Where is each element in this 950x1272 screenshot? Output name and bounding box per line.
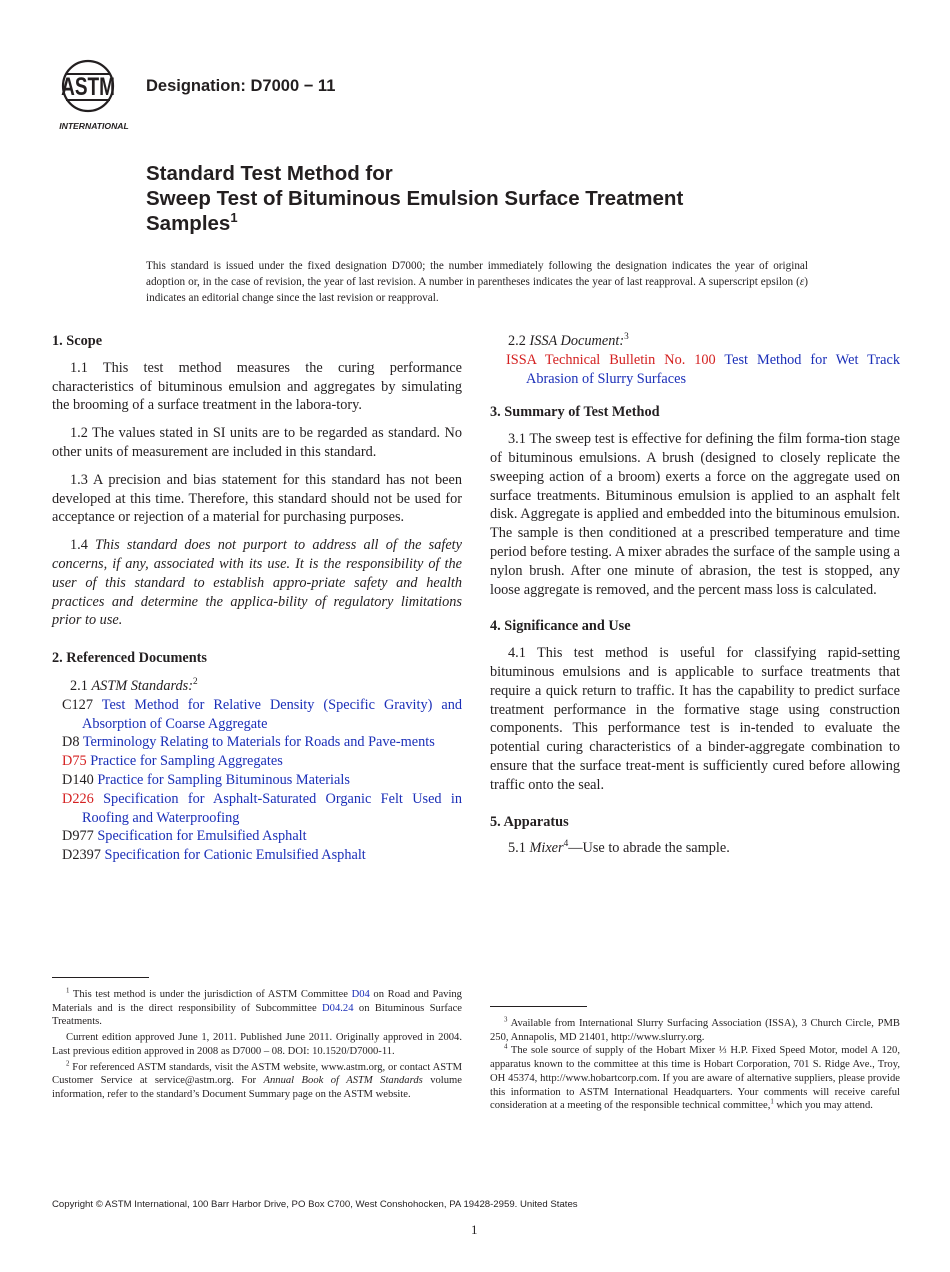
- logo-subtext: INTERNATIONAL: [59, 121, 129, 131]
- section-1-3: 1.3 A precision and bias statement for this standard has not been developed at this time. Therefore, this standard should not be used for acceptance or rejection of a material for purchasing purposes.: [52, 471, 462, 526]
- section-1-2: 1.2 The values stated in SI units are to be regarded as standard. No other units of measurement are included in this standard.: [52, 425, 462, 460]
- footnote-mark: 1: [66, 987, 70, 995]
- footnote-1-text-a: This test method is under the jurisdiction of ASTM Committee: [72, 989, 352, 1000]
- section-4-1: 4.1 This test method is useful for classifying rapid-setting bituminous emulsions and is applicable to surface treatments that require a quick return to traffic. It has the capability to predict surface treatment performance in the formative stage using construction components. This performance test is in-tended to evaluate the potential curing characteristics of a binder-aggregate combination to ensure that the surface treat-ment is sufficiently cured before allowing traffic onto the seal.: [490, 645, 900, 793]
- ref-code: D2397: [62, 847, 101, 864]
- reference-list: [62, 696, 462, 865]
- significance-heading: 4. Significance and Use: [490, 618, 631, 635]
- page-number: 1: [471, 1222, 478, 1237]
- reference-item: [62, 771, 462, 790]
- intro-statement: [146, 258, 808, 306]
- left-column: [52, 332, 462, 865]
- section-2-2-mark: 3: [624, 332, 629, 343]
- section-1-1: 1.1 This test method measures the curing performance characteristics of bituminous emulsion and aggregates by simulating the brooming of a surface treatment in the labora-tory.: [52, 359, 462, 414]
- footnote-4-mark: 1: [770, 1098, 774, 1106]
- reference-item: [62, 790, 462, 828]
- section-1-4: [52, 536, 462, 630]
- right-column: [490, 332, 900, 858]
- ref-code: D140: [62, 771, 94, 788]
- ref-link[interactable]: Practice for Sampling Bituminous Materials: [97, 771, 350, 788]
- astm-logo: [52, 56, 136, 134]
- apparatus-heading: 5. Apparatus: [490, 813, 569, 830]
- section-5-1-num: 5.1: [508, 840, 530, 857]
- ref-link[interactable]: Practice for Sampling Aggregates: [90, 753, 283, 770]
- ref-code: D977: [62, 828, 94, 845]
- issa-title-link[interactable]: Test Method for Wet Track Abrasion of Slurry Surfaces: [526, 351, 900, 387]
- title-line-3: [146, 211, 683, 236]
- reference-item: [62, 752, 462, 771]
- ref-code-link[interactable]: D226: [62, 790, 94, 807]
- ref-code: D8: [62, 734, 80, 751]
- section-5-1-mark: 4: [563, 839, 569, 850]
- title-line-1: Standard Test Method for: [146, 162, 393, 185]
- section-2-1-num: 2.1: [70, 677, 92, 694]
- reference-item: [62, 827, 462, 846]
- ref-link[interactable]: Specification for Cationic Emulsified Asphalt: [104, 847, 366, 864]
- section-2-2-text: ISSA Document:: [529, 333, 625, 349]
- section-5-1: [490, 839, 900, 858]
- section-3-1: 3.1 The sweep test is effective for defining the film forma-tion stage of bituminous emulsions. A brush (designed to closely replicate the sweeping action of a broom) exerts a force on the aggregate used on surface treatments. Bituminous emulsion is applied to an asphalt felt disk. Aggregate is applied and embedded into the bituminous emulsion. The sample is then conditioned at a prescribed temperature and time period before testing. A mixer abrades the surface of the sample using a nylon brush. After one minute of abrasion, the test is stopped, any loose aggregate is removed, and the percent mass loss is calculated.: [490, 431, 900, 598]
- footnote-2-text-a: For referenced ASTM standards, visit the ASTM website, www.astm.org, or contact ASTM Customer Service at service@astm.org. For: [52, 1061, 463, 1087]
- intro-text-a: This standard is issued under the fixed designation D7000; the number immediately following the designation indicates the year of original adoption or, in the case of revision, the year of last revision. A number in parentheses indicates the year of last reapproval. A superscript epsilon (: [146, 260, 808, 288]
- issa-code-link[interactable]: ISSA Technical Bulletin No. 100: [506, 351, 716, 368]
- section-1-4-num: 1.4: [70, 537, 96, 554]
- ref-link[interactable]: Specification for Emulsified Asphalt: [97, 828, 307, 845]
- copyright-notice: Copyright © ASTM International, 100 Barr Harbor Drive, PO Box C700, West Conshohocken, PA 19428-2959. United States: [52, 1199, 578, 1210]
- intro-epsilon: ε: [799, 276, 805, 288]
- title-line-3-text: Samples: [146, 212, 231, 235]
- logo-text: ASTM: [61, 72, 115, 101]
- footnotes-right: [490, 1017, 900, 1113]
- footnote-3: [490, 1017, 900, 1044]
- footnote-2-italic: Annual Book of ASTM Standards: [263, 1075, 423, 1087]
- section-5-1-term: Mixer: [529, 840, 564, 857]
- footnote-1: [52, 988, 462, 1029]
- footnote-mark: 3: [504, 1016, 508, 1024]
- title-line-2: Sweep Test of Bituminous Emulsion Surface Treatment: [146, 187, 684, 210]
- footnote-3-text: Available from International Slurry Surfacing Association (ISSA), 3 Church Circle, PMB 250, Annapolis, MD 21401, http://www.slurry.org.: [490, 1018, 900, 1043]
- section-2-1-text: ASTM Standards:: [91, 677, 193, 694]
- scope-heading: 1. Scope: [52, 333, 103, 349]
- intro-text-b: ) indicates an editorial change since the last revision or reapproval.: [146, 276, 808, 304]
- reference-item: [62, 846, 462, 865]
- ref-link[interactable]: Test Method for Relative Density (Specific Gravity) and Absorption of Coarse Aggregate: [82, 696, 462, 732]
- issa-reference: [506, 351, 900, 389]
- section-2-2-num: 2.2: [508, 333, 530, 349]
- section-5-1-text: —Use to abrade the sample.: [568, 840, 730, 857]
- section-2-1-mark: 2: [193, 677, 198, 688]
- footnote-1-text-b: on Road and Paving Materials and is the direct responsibility of Subcommittee: [52, 989, 462, 1014]
- footnote-divider: [490, 1006, 587, 1007]
- subcommittee-link[interactable]: D04.24: [322, 1002, 354, 1014]
- ref-link[interactable]: Terminology Relating to Materials for Roads and Pave-ments: [82, 734, 435, 751]
- summary-heading: 3. Summary of Test Method: [490, 404, 660, 421]
- section-2-2: [490, 332, 900, 351]
- reference-item: [62, 733, 462, 752]
- ref-code-link[interactable]: D75: [62, 753, 87, 770]
- refdocs-heading: 2. Referenced Documents: [52, 650, 207, 667]
- astm-logo-icon: [52, 56, 136, 134]
- designation: Designation: D7000 − 11: [146, 77, 336, 95]
- title-footnote-mark: 1: [230, 210, 238, 226]
- footnote-mark: 4: [504, 1043, 508, 1051]
- footnote-4-text-b: which you may attend.: [773, 1100, 873, 1112]
- footnote-2: [52, 1061, 462, 1102]
- footnote-4: [490, 1044, 900, 1113]
- footnote-2-text-b: volume information, refer to the standard’s Document Summary page on the ASTM website.: [52, 1075, 462, 1100]
- footnote-mark: 2: [66, 1059, 70, 1067]
- reference-item: [62, 696, 462, 734]
- committee-link[interactable]: D04: [351, 989, 370, 1000]
- footnote-4-text-a: The sole source of supply of the Hobart Mixer ⅓ H.P. Fixed Speed Motor, model A 120, apparatus known to the committee at this time is Hobart Corporation, 701 S. Ridge Ave., Troy, OH 45374, http://www.hobartcorp.com. If you are aware of alternative suppliers, please provide this information to ASTM International Headquarters. Your comments will receive careful consideration at a meeting of the responsible technical committee,: [490, 1045, 900, 1112]
- section-2-1: [52, 677, 462, 696]
- footnote-divider: [52, 977, 149, 978]
- footnote-1-edition: Current edition approved June 1, 2011. Published June 2011. Originally approved in 2004. Last previous edition approved in 2008 as D7000 – 08. DOI: 10.1520/D7000-11.: [52, 1032, 462, 1057]
- ref-code: C127: [62, 696, 93, 713]
- ref-link[interactable]: Specification for Asphalt-Saturated Organic Felt Used in Roofing and Waterproofing: [82, 790, 463, 826]
- page-title: [146, 161, 683, 236]
- footnotes-left: [52, 988, 462, 1102]
- footnote-1-text-c: on Bituminous Surface Treatments.: [52, 1002, 463, 1028]
- section-1-4-text: This standard does not purport to address all of the safety concerns, if any, associated with its use. It is the responsibility of the user of this standard to establish appro-priate safety and health practices and determine the applica-bility of regulatory limitations prior to use.: [52, 537, 462, 629]
